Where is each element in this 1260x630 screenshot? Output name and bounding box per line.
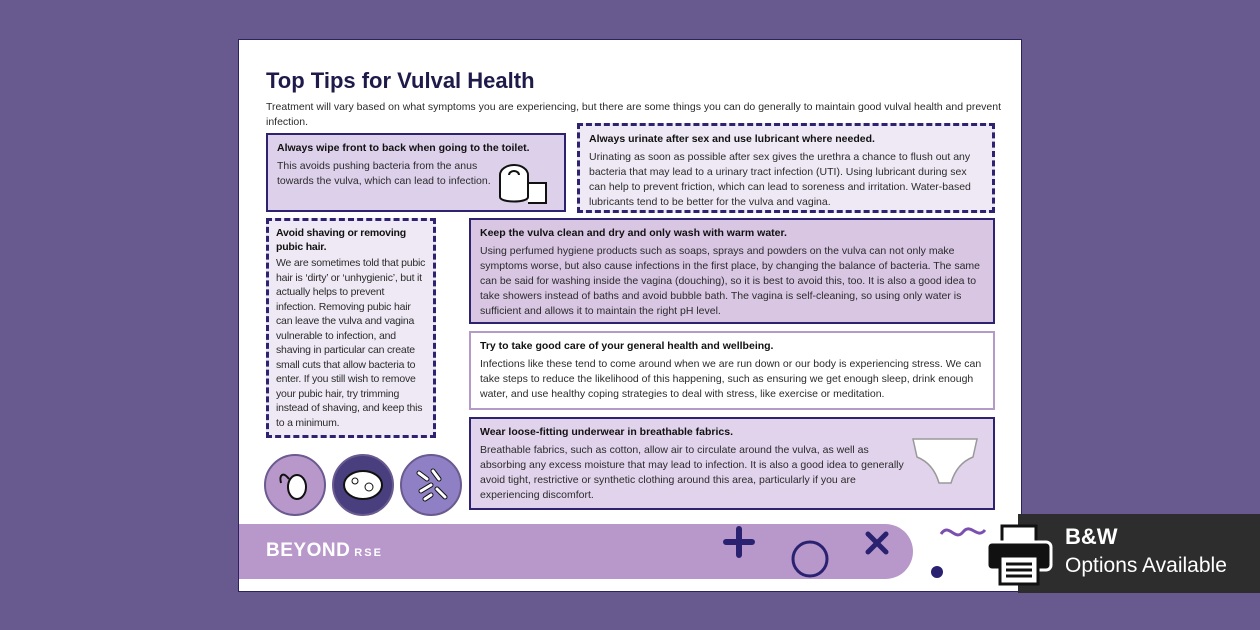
page-title: Top Tips for Vulval Health <box>266 68 535 93</box>
badge-subtitle: Options Available <box>1065 554 1227 577</box>
tip-heading: Keep the vulva clean and dry and only wash with warm water. <box>480 227 787 239</box>
printer-icon <box>984 524 1054 586</box>
intro-text: Treatment will vary based on what symptoms you are experiencing, but there are some things you can do generally to maintain good vulval health and prevent infection. <box>266 101 1002 128</box>
tip-clean <box>469 218 995 324</box>
tip-wellbeing <box>469 331 995 410</box>
underwear-icon <box>909 433 981 485</box>
tip-heading: Always wipe front to back when going to the toilet. <box>277 142 530 154</box>
cross-shape <box>864 530 890 556</box>
footer-bar <box>239 524 913 579</box>
tip-heading: Always urinate after sex and use lubricant where needed. <box>589 133 875 145</box>
plus-shape <box>723 526 755 558</box>
tip-body: Urinating as soon as possible after sex gives the urethra a chance to flush out any bacteria that may lead to a urinary tract infection (UTI). Using lubricant during sex can help to prevent friction, which can lead to soreness and irritation. Water-based lubricants tend to be better for the vulva and vagina. <box>589 151 971 208</box>
tip-wipe <box>266 133 566 212</box>
tip-urinate <box>577 123 995 213</box>
circle-shape <box>790 539 830 579</box>
tip-shaving <box>266 218 436 438</box>
parasite-icon <box>264 454 326 516</box>
dot-shape <box>931 566 943 578</box>
tip-heading: Avoid shaving or removing pubic hair. <box>276 227 406 253</box>
bacilli-icon <box>400 454 462 516</box>
toilet-roll-icon <box>496 163 552 209</box>
worksheet <box>238 39 1022 592</box>
tip-heading: Wear loose-fitting underwear in breathable fabrics. <box>480 426 734 438</box>
tip-body: Infections like these tend to come around when we are run down or our body is experiencing stress. We can take steps to reduce the likelihood of this happening, such as ensuring we get enough sleep, drink enough water, and use healthy coping strategies to deal with stress, like exercise or meditation. <box>480 358 982 400</box>
tip-heading: Try to take good care of your general health and wellbeing. <box>480 340 774 352</box>
bw-options-badge <box>1018 514 1260 593</box>
tip-body: Breathable fabrics, such as cotton, allow air to circulate around the vulva, as well as absorbing any excess moisture that may lead to infection. It is also a good idea to generally avoid tight, restrictive or synthetic clothing around this area, particularly if you are experiencing discomfort. <box>480 444 904 501</box>
tip-body: This avoids pushing bacteria from the anus towards the vulva, which can lead to infection. <box>277 160 491 187</box>
tip-underwear <box>469 417 995 510</box>
tip-body: Using perfumed hygiene products such as soaps, sprays and powders on the vulva can not only make symptoms worse, but also cause infections in the first place, by changing the balance of bacteria. The same can be said for washing inside the vagina (douching), so it is best to avoid this, too. It is also a good idea to take showers instead of baths and avoid bubble bath. The vagina is self-cleaning, so using only water is sufficient and allows it to maintain the right pH level. <box>480 245 980 317</box>
bacteria-cluster-icon <box>332 454 394 516</box>
badge-title: B&W <box>1065 524 1118 549</box>
beyond-logo: BEYOND RSE <box>266 540 383 561</box>
tip-body: We are sometimes told that pubic hair is ‘dirty’ or ‘unhygienic’, but it actually helps to prevent infection. Removing pubic hair can leave the vulva and vagina vulnerable to infection, and shaving in particular can create small cuts that allow bacteria to enter. If you still wish to remove your pubic hair, try trimming instead of shaving, and keep this to a minimum. <box>276 257 426 429</box>
